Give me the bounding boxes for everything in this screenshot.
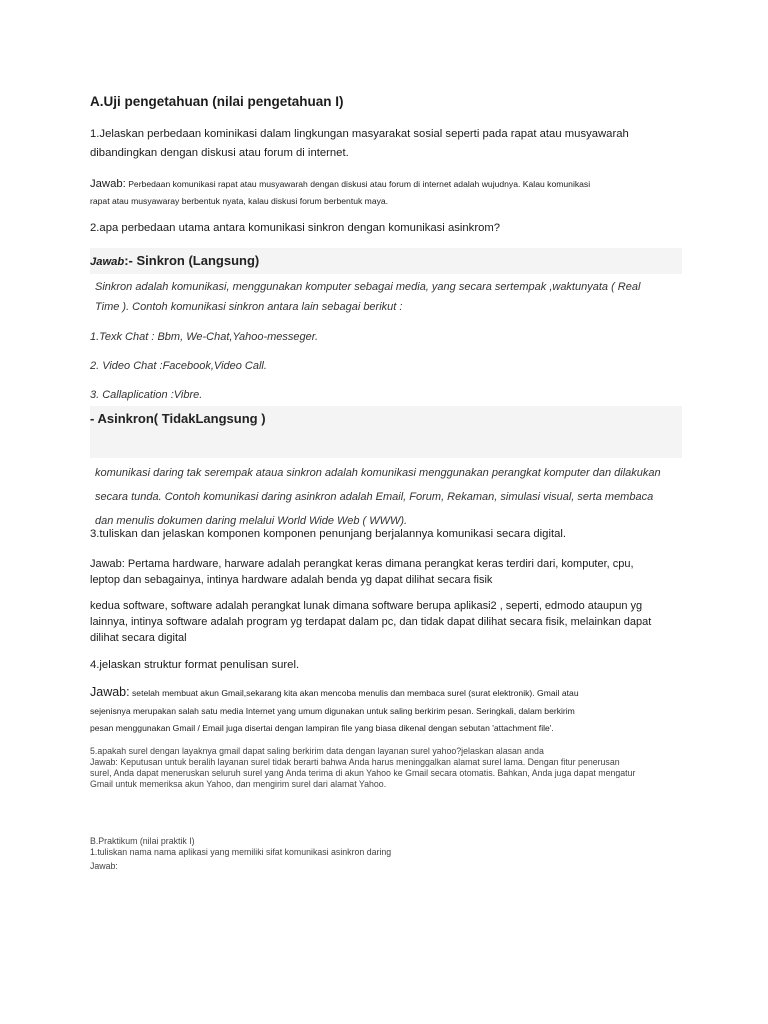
asinkron-heading <box>90 406 682 458</box>
asinkron-line: dan menulis dokumen daring melalui World Wide Web ( WWW). <box>95 515 408 527</box>
answer-label: Jawab <box>90 256 125 268</box>
answer-3-part-1 <box>90 556 682 588</box>
answer-3-line: kedua software, software adalah perangkat lunak dimana software berupa aplikasi2 , seperti, edmodo ataupun yg <box>90 600 643 612</box>
answer-label: Jawab: <box>90 861 118 871</box>
sinkron-heading-text: :- Sinkron (Langsung) <box>124 253 260 268</box>
asinkron-description <box>90 461 682 533</box>
section-b-question-1: 1.tuliskan nama nama aplikasi yang memiliki sifat komunikasi asinkron daring <box>90 847 392 857</box>
answer-5-line: surel, Anda dapat meneruskan seluruh surel yang Anda terima di akun Yahoo ke Gmail secara otomatis. Bahkan, Anda juga dapat mengatur <box>90 768 636 778</box>
sinkron-description <box>90 277 682 317</box>
answer-1 <box>90 176 682 210</box>
answer-4-line: sejenisnya merupakan salah satu media Internet yang umum digunakan untuk saling berkirim pesan. Seringkali, dalam berkirim <box>90 705 575 716</box>
answer-1-line: rapat atau musyawaray berbentuk nyata, kalau diskusi forum berbentuk maya. <box>90 196 389 206</box>
sinkron-example-2: 2. Video Chat :Facebook,Video Call. <box>90 360 267 372</box>
section-a-title: A.Uji pengetahuan (nilai pengetahuan I) <box>90 94 344 109</box>
question-3: 3.tuliskan dan jelaskan komponen komponen penunjang berjalannya komunikasi secara digital. <box>90 528 567 540</box>
answer-4-line: setelah membuat akun Gmail,sekarang kita akan mencoba menulis dan membaca surel (surat elektronik). Gmail atau <box>132 688 579 698</box>
section-b-block <box>90 836 682 872</box>
answer-label: Jawab: <box>90 757 118 767</box>
answer-1-line: Perbedaan komunikasi rapat atau musyawarah dengan diskusi atau forum di internet adalah wujudnya. Kalau komunikasi <box>128 179 591 189</box>
answer-4-line: pesan menggunakan Gmail / Email juga disertai dengan lampiran file yang biasa dikenal dengan sebutan 'attachment file'. <box>90 723 554 733</box>
asinkron-dash: - <box>90 411 98 426</box>
question-1 <box>90 125 682 163</box>
sinkron-heading <box>90 248 682 274</box>
answer-5-line: Keputusan untuk beralih layanan surel tidak berarti bahwa Anda harus meninggalkan alamat surel lama. Dengan fitur penerusan <box>120 757 620 767</box>
answer-label: Jawab: <box>90 685 130 699</box>
asinkron-line: komunikasi daring tak serempak ataua sinkron adalah komunikasi menggunakan perangkat komputer dan dilakukan <box>95 467 661 479</box>
question-1-line: dibandingkan dengan diskusi atau forum di internet. <box>90 147 349 159</box>
question-4: 4.jelaskan struktur format penulisan surel. <box>90 659 300 671</box>
asinkron-heading-text: Asinkron( TidakLangsung ) <box>97 411 266 426</box>
sinkron-line: Time ). Contoh komunikasi sinkron antara lain sebagai berikut : <box>95 301 403 313</box>
answer-3-line: lainnya, intinya software adalah program yg terdapat dalam pc, dan tidak dapat dilihat secara fisik, melainkan dapat <box>90 616 652 628</box>
answer-3-line: dilihat secara digital <box>90 632 187 644</box>
answer-3-line: leptop dan sebagainya, intinya hardware adalah benda yg dapat dilihat secara fisik <box>90 574 493 586</box>
sinkron-example-1: 1.Texk Chat : Bbm, We-Chat,Yahoo-messeger. <box>90 331 319 343</box>
answer-label: Jawab: <box>90 178 126 190</box>
sinkron-line: Sinkron adalah komunikasi, menggunakan komputer sebagai media, yang secara sertempak ,waktunyata ( Real <box>95 281 641 293</box>
asinkron-line: secara tunda. Contoh komunikasi daring asinkron adalah Email, Forum, Rekaman, simulasi visual, serta membaca <box>95 491 654 503</box>
question-5-block <box>90 746 690 790</box>
sinkron-example-3: 3. Callaplication :Vibre. <box>90 389 203 401</box>
answer-3-part-2 <box>90 598 682 646</box>
question-5: 5.apakah surel dengan layaknya gmail dapat saling berkirim data dengan layanan surel yahoo?jelaskan alasan anda <box>90 746 544 756</box>
question-1-line: 1.Jelaskan perbedaan kominikasi dalam lingkungan masyarakat sosial seperti pada rapat atau musyawarah <box>90 128 629 140</box>
answer-3-line: Jawab: Pertama hardware, harware adalah perangkat keras dimana perangkat keras terdiri dari, komputer, cpu, <box>90 558 634 570</box>
answer-4 <box>90 684 682 738</box>
section-b-title: B.Praktikum (nilai praktik I) <box>90 836 195 846</box>
question-2: 2.apa perbedaan utama antara komunikasi sinkron dengan komunikasi asinkrom? <box>90 222 501 234</box>
answer-5-line: Gmail untuk memeriksa akun Yahoo, dan mengirim surel dari alamat Yahoo. <box>90 779 387 789</box>
